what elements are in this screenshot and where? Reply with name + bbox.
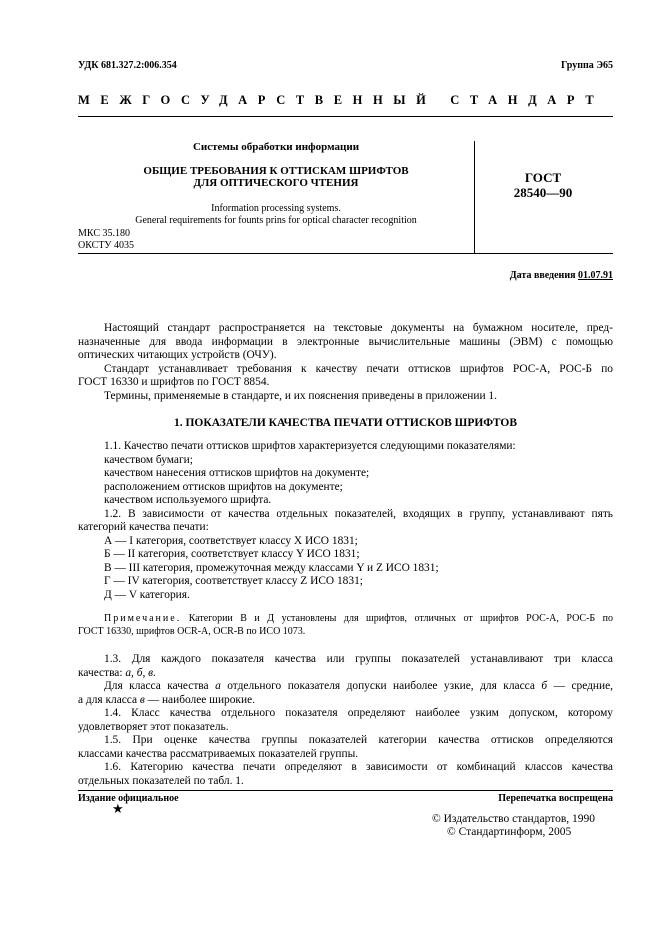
- intro-p1-l3: оптических читающих устройств (ОЧУ).: [78, 349, 277, 361]
- clause-1-5-l2: классами качества рассматриваемых показателей группы.: [78, 747, 359, 760]
- copyright-2: © Стандартинформ, 2005: [447, 826, 572, 838]
- okstu-code: ОКСТУ 4035: [78, 240, 135, 251]
- title-line-2: ДЛЯ ОПТИЧЕСКОГО ЧТЕНИЯ: [193, 177, 359, 189]
- clause-1-2-l1: 1.2. В зависимости от качества отдельных показателей, входящих в группу, устанавливают пять: [104, 507, 613, 520]
- official-edition: Издание официальное: [78, 793, 179, 804]
- standard-banner: МЕЖГОСУДАРСТВЕННЫЙ СТАНДАРТ: [78, 93, 605, 107]
- intro-p3: Термины, применяемые в стандарте, и их пояснения приведены в приложении 1.: [104, 389, 497, 402]
- gost-number: 28540—90: [513, 185, 573, 200]
- quality-classes: а, б, в.: [125, 666, 156, 679]
- clauses-1-3-to-1-6: [78, 653, 613, 788]
- gost-label: ГОСТ: [524, 170, 562, 185]
- title-rule: [78, 253, 613, 254]
- intro-p2-l2: ГОСТ 16330 и шрифтов по ГОСТ 8854.: [78, 376, 270, 388]
- udk-code: УДК 681.327.2:006.354: [78, 60, 177, 71]
- title-line-1: ОБЩИЕ ТРЕБОВАНИЯ К ОТТИСКАМ ШРИФТОВ: [143, 165, 409, 177]
- intro-p2-l1: Стандарт устанавливает требования к качеству печати оттисков шрифтов РОС-А, РОС-Б по: [104, 362, 613, 375]
- note-l2: ГОСТ 16330, шрифтов OCR-A, OCR-B по ИСО 1073.: [78, 626, 306, 637]
- clause-1-6-l2: отдельных показателей по табл. 1.: [78, 774, 244, 787]
- intro-p1-l1: Настоящий стандарт распространяется на текстовые документы на бумажном носителе, пред-: [104, 322, 613, 334]
- text: а для класса: [78, 693, 140, 706]
- clause-1-1: 1.1. Качество печати оттисков шрифтов характеризуется следующими показателями:: [104, 440, 516, 452]
- introduction-date: [510, 270, 613, 281]
- date-label: Дата введения: [509, 270, 576, 281]
- clause-1-1-list: [78, 454, 613, 508]
- title-divider: [474, 141, 475, 253]
- text: отдельного показателя допуски наиболее узкие, для класса: [220, 680, 542, 692]
- clause-1-2-l2: категорий качества печати:: [78, 521, 209, 533]
- category-item: Г — IV категория, соответствует классу Z ИСО 1831;: [104, 575, 363, 587]
- intro-p1-l2: назначенные для ввода информации в электронные вычислительные машины (ЭВМ) с помощью: [78, 335, 613, 348]
- reprint-prohibited: Перепечатка воспрещена: [498, 793, 613, 804]
- clause-1-3b-l1: [78, 680, 613, 694]
- clause-1-3-text: качества:: [78, 666, 126, 679]
- class-a: а: [215, 680, 221, 692]
- clause-1-4-l2: удовлетворяет этот показатель.: [78, 720, 229, 733]
- copyright-1: © Издательство стандартов, 1990: [432, 813, 596, 825]
- category-item: В — III категория, промежуточная между классами Y и Z ИСО 1831;: [104, 561, 439, 574]
- clause-1-1-item: качеством используемого шрифта.: [104, 494, 272, 506]
- group-code: Группа Э65: [561, 60, 613, 71]
- clause-1-1-item: качеством бумаги;: [104, 453, 193, 466]
- clause-1-5-l1: 1.5. При оценке качества группы показателей категории качества оттисков определяются: [104, 734, 613, 746]
- clause-1-4-l1: 1.4. Класс качества отдельного показателя определяют наиболее узким допуском, которому: [104, 707, 613, 719]
- clause-1-3-l2: [78, 667, 613, 681]
- title-category: Системы обработки информации: [192, 141, 360, 153]
- clause-1-1-item: качеством нанесения оттисков шрифтов на документе;: [104, 467, 370, 479]
- text: Для класса качества: [104, 680, 216, 692]
- clause-1-2-list: [78, 535, 613, 603]
- english-title-line-1: Information processing systems.: [211, 203, 341, 214]
- text: — наиболее широкие.: [144, 693, 255, 706]
- note: [78, 612, 613, 638]
- section-1-body: [78, 440, 613, 788]
- category-item: А — I категория, соответствует классу X ИСО 1831;: [104, 534, 358, 547]
- category-item: Д — V категория.: [104, 588, 190, 601]
- clause-1-1-item: расположением оттисков шрифтов на документе;: [104, 480, 343, 493]
- footer-rule: [78, 790, 613, 791]
- class-b: б: [541, 680, 548, 692]
- class-v: в: [139, 693, 145, 706]
- note-label: Примечание.: [104, 613, 182, 624]
- note-l1: [78, 612, 613, 625]
- section-1-heading: 1. ПОКАЗАТЕЛИ КАЧЕСТВА ПЕЧАТИ ОТТИСКОВ ШРИФТОВ: [173, 417, 518, 429]
- clause-1-6-l1: 1.6. Категорию качества печати определяют в зависимости от комбинаций классов качества: [104, 761, 613, 773]
- clause-1-3-l1: 1.3. Для каждого показателя качества или группы показателей устанавливают три класса: [104, 653, 613, 665]
- category-item: Б — II категория, соответствует классу Y ИСО 1831;: [104, 548, 360, 560]
- english-title-line-2: General requirements for founts prins for optical character recognition: [135, 215, 417, 226]
- text: — средние,: [547, 680, 614, 692]
- mks-code: МКС 35.180: [78, 228, 130, 239]
- date-value: 01.07.91: [578, 270, 613, 281]
- note-text: Категории В и Д установлены для шрифтов, отличных от шрифтов РОС-А, РОС-Б по: [188, 613, 614, 624]
- header-rule: [78, 116, 613, 117]
- star-icon: ★: [112, 801, 124, 816]
- clause-1-3b-l2: [78, 694, 613, 708]
- intro-text: [78, 322, 613, 403]
